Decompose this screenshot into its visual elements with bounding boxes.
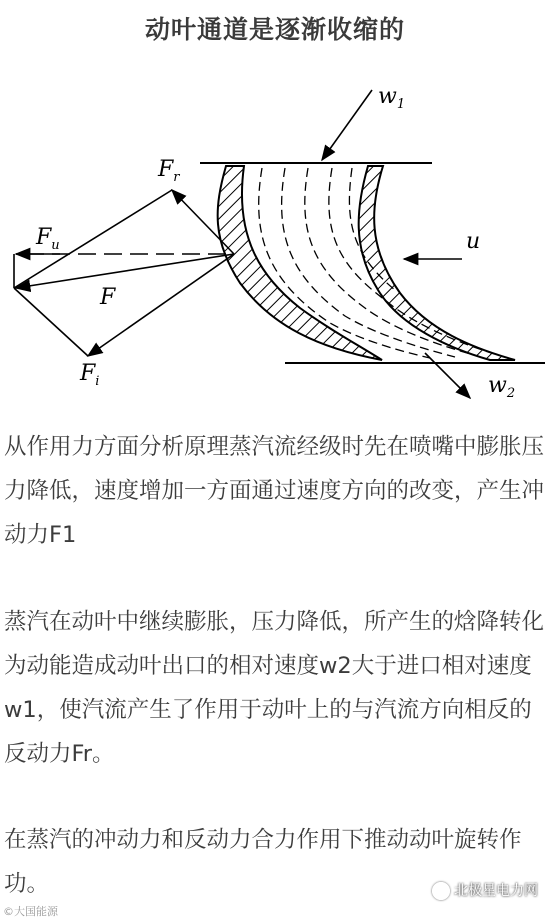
left-blade [218, 166, 382, 360]
fr-label: $F_r$ [158, 157, 180, 185]
paragraph-2: 蒸汽在动叶中继续膨胀，压力降低，所产生的焓降转化为动能造成动叶出口的相对速度w2大于进口相对速度w1，使汽流产生了作用于动叶上的与汽流方向相反的反动力Fr。 [4, 609, 545, 767]
w2-label: $w_2$ [488, 373, 516, 401]
watermark-left: ©大国能源 [3, 905, 58, 918]
force-parallelogram [14, 190, 234, 356]
fu-label: $F_u$ [36, 225, 60, 253]
blade-force-diagram [0, 68, 550, 408]
w2-arrow [425, 353, 470, 398]
page-title: 动叶通道是逐渐收缩的 [144, 15, 405, 44]
fi-label: $F_i$ [80, 361, 100, 389]
watermark-right [432, 880, 538, 900]
paragraph-3: 在蒸汽的冲动力和反动力合力作用下推动动叶旋转作功。 [4, 827, 522, 897]
u-label: u [466, 229, 481, 254]
paragraph-1: 从作用力方面分析原理蒸汽流经级时先在喷嘴中膨胀压力降低，速度增加一方面通过速度方向的改变，产生冲动力F1 [4, 434, 545, 548]
f-label: F [100, 285, 116, 310]
right-blade [359, 166, 515, 360]
watermark-right-text: 北极星电力网 [454, 883, 538, 899]
w1-label: $w_1$ [378, 84, 406, 112]
wechat-icon [432, 882, 450, 900]
w1-arrow [322, 90, 372, 160]
